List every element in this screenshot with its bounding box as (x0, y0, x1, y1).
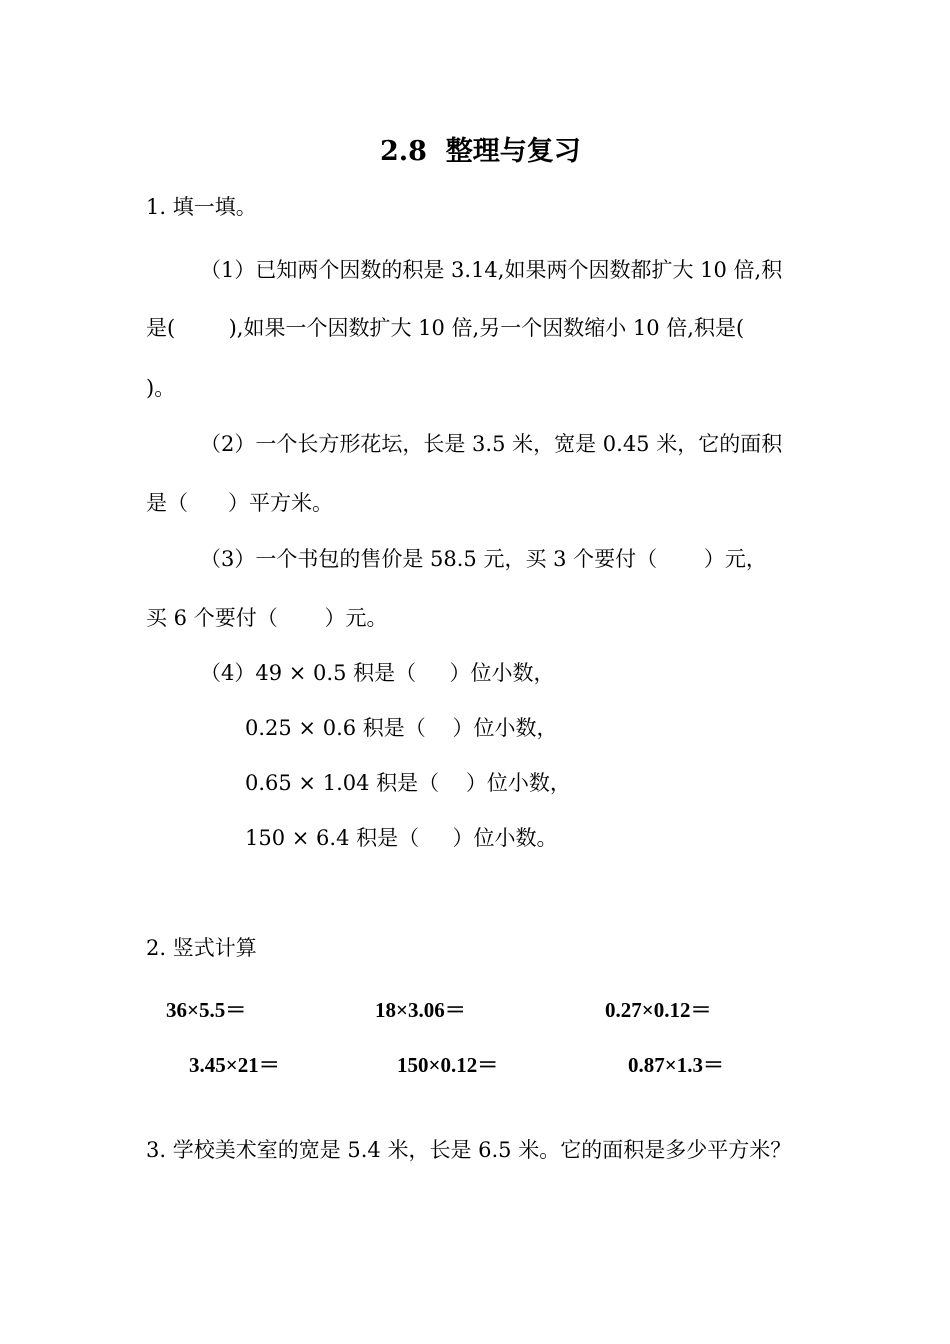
question-4-line-4: 150 × 6.4 积是（ ）位小数。 (245, 826, 558, 850)
section-3-question: 3. 学校美术室的宽是 5.4 米，长是 6.5 米。它的面积是多少平方米？ (146, 1138, 792, 1162)
calc-item: 0.87×1.3＝ (628, 1053, 724, 1077)
page-title: 2.8 整理与复习 (380, 136, 581, 167)
calc-item: 36×5.5＝ (166, 998, 247, 1022)
question-1-line-1: （1）已知两个因数的积是 3.14,如果两个因数都扩大 10 倍,积 (200, 258, 783, 282)
calc-item: 3.45×21＝ (189, 1053, 280, 1077)
question-3-line-1: （3）一个书包的售价是 58.5 元，买 3 个要付（ ）元， (200, 547, 767, 571)
question-2-line-2: 是（ ）平方米。 (146, 491, 334, 515)
question-1-line-3: )。 (146, 376, 176, 400)
question-4-line-2: 0.25 × 0.6 积是（ ）位小数， (245, 716, 558, 740)
section-1-heading: 1. 填一填。 (146, 195, 257, 219)
question-2-line-1: （2）一个长方形花坛，长是 3.5 米，宽是 0.45 米，它的面积 (200, 432, 783, 456)
calc-item: 150×0.12＝ (397, 1053, 499, 1077)
question-4-line-1: （4）49 × 0.5 积是（ ）位小数， (200, 661, 555, 685)
calc-item: 18×3.06＝ (375, 998, 466, 1022)
question-1-line-2: 是( ),如果一个因数扩大 10 倍,另一个因数缩小 10 倍,积是( (146, 316, 745, 340)
calc-item: 0.27×0.12＝ (605, 998, 712, 1022)
question-3-line-2: 买 6 个要付（ ）元。 (146, 606, 388, 630)
section-2-heading: 2. 竖式计算 (146, 936, 257, 960)
question-4-line-3: 0.65 × 1.04 积是（ ）位小数， (245, 771, 571, 795)
